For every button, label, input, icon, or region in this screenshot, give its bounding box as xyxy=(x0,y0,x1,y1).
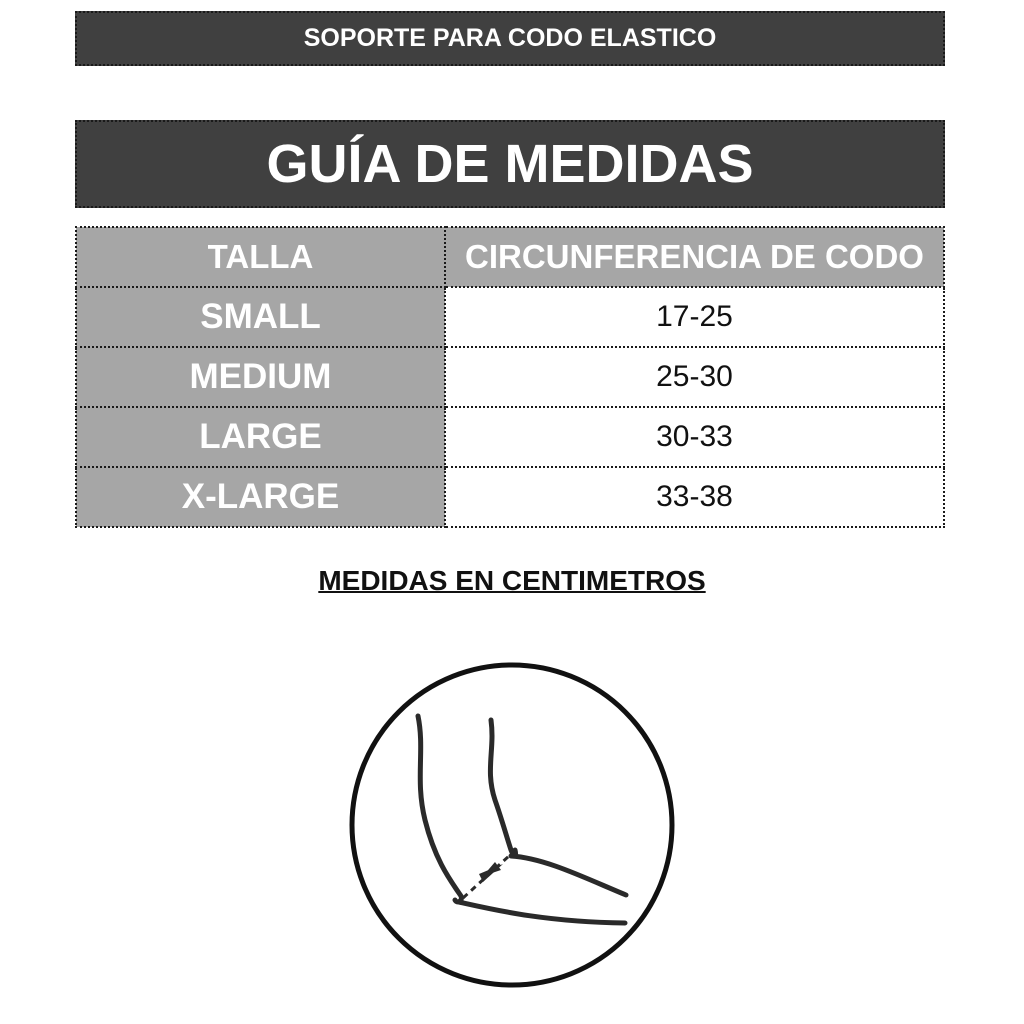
size-label: X-LARGE xyxy=(76,467,445,527)
table-header-row xyxy=(76,227,944,287)
elbow-measurement-icon xyxy=(345,660,680,990)
product-name: SOPORTE PARA CODO ELASTICO xyxy=(303,24,717,52)
header-circumference: CIRCUNFERENCIA DE CODO xyxy=(445,227,944,287)
size-table xyxy=(75,226,945,528)
size-range: 33-38 xyxy=(445,467,944,527)
size-range: 30-33 xyxy=(445,407,944,467)
size-range: 25-30 xyxy=(445,347,944,407)
product-banner xyxy=(75,11,945,66)
units-note xyxy=(0,565,1024,597)
size-guide-title: GUÍA DE MEDIDAS xyxy=(266,134,754,194)
size-label: MEDIUM xyxy=(76,347,445,407)
size-label: SMALL xyxy=(76,287,445,347)
illustration-circle xyxy=(352,665,672,985)
size-guide-header xyxy=(75,120,945,208)
table-row xyxy=(76,467,944,527)
size-range: 17-25 xyxy=(445,287,944,347)
table-row xyxy=(76,287,944,347)
header-size: TALLA xyxy=(76,227,445,287)
table-row xyxy=(76,347,944,407)
table-row xyxy=(76,407,944,467)
units-note-text: MEDIDAS EN CENTIMETROS xyxy=(318,565,706,596)
size-label: LARGE xyxy=(76,407,445,467)
